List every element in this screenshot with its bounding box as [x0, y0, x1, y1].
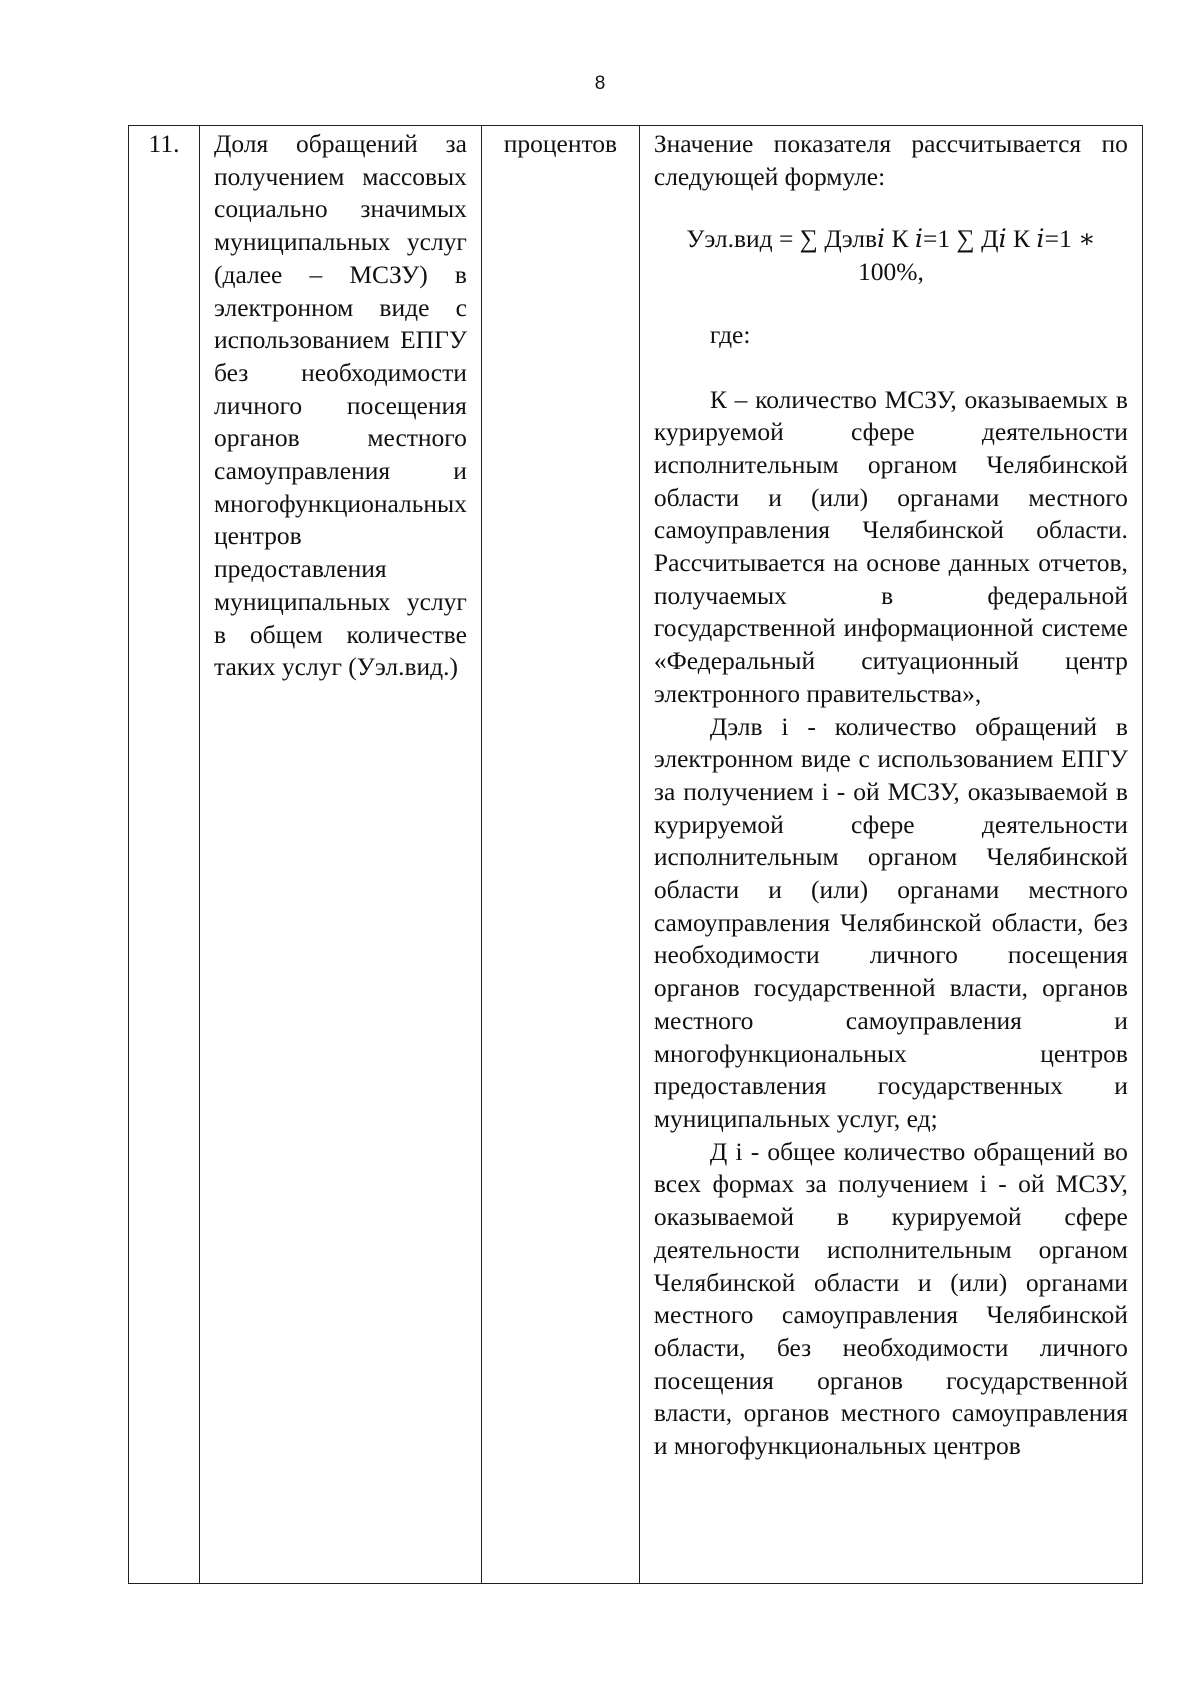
- definition-k: К – количество МСЗУ, оказываемых в курируемой сфере деятельности исполнительным органом Челябинской области и (или) органами местного самоуправления Челябинской области. Рассчитывается на основе данных отчетов, получаемых в федеральной государственной информационной системе «Федеральный ситуационный центр электронного правительства»,: [653, 384, 1128, 708]
- method-intro: Значение показателя рассчитывается по следующей формуле:: [653, 129, 1128, 191]
- page-number: 8: [594, 73, 606, 94]
- formula: Уэл.вид = ∑ Дэлв𝑖 К 𝑖=1 ∑ Д𝑖 К 𝑖=1 ∗ 100%,: [686, 224, 1096, 287]
- row-number: 11.: [129, 126, 200, 1584]
- definition-delv: Дэлв i - количество обращений в электронном виде с использованием ЕПГУ за получением i - ой МСЗУ, оказываемой в курируемой сфере деятельности исполнительным органом Челябинской области и (или) органами местного самоуправления Челябинской области, без необходимости личного посещения органов государственной власти, органов местного самоуправления и многофункциональных центров предоставления государственных и муниципальных услуг, ед;: [653, 711, 1128, 1133]
- definition-d: Д i - общее количество обращений во всех формах за получением i - ой МСЗУ, оказываемой в курируемой сфере деятельности исполнительным органом Челябинской области и (или) органами местного самоуправления Челябинской области, без необходимости личного посещения органов государственной власти, органов местного самоуправления и многофункциональных центров: [653, 1136, 1128, 1461]
- calculation-method: [639, 126, 1142, 1584]
- indicators-table: [128, 125, 1143, 1584]
- unit-of-measure: процентов: [481, 126, 639, 1584]
- spacer: [654, 352, 1128, 384]
- table-row: [129, 126, 1143, 1584]
- indicator-name: Доля обращений за получением массовых социально значимых муниципальных услуг (далее – МСЗУ) в электронном виде с использованием ЕПГУ без необходимости личного посещения органов местного самоуправления и многофункциональных центров предоставления муниципальных услуг в общем количестве таких услуг (Уэл.вид.): [200, 126, 482, 1584]
- where-label: где:: [709, 319, 751, 349]
